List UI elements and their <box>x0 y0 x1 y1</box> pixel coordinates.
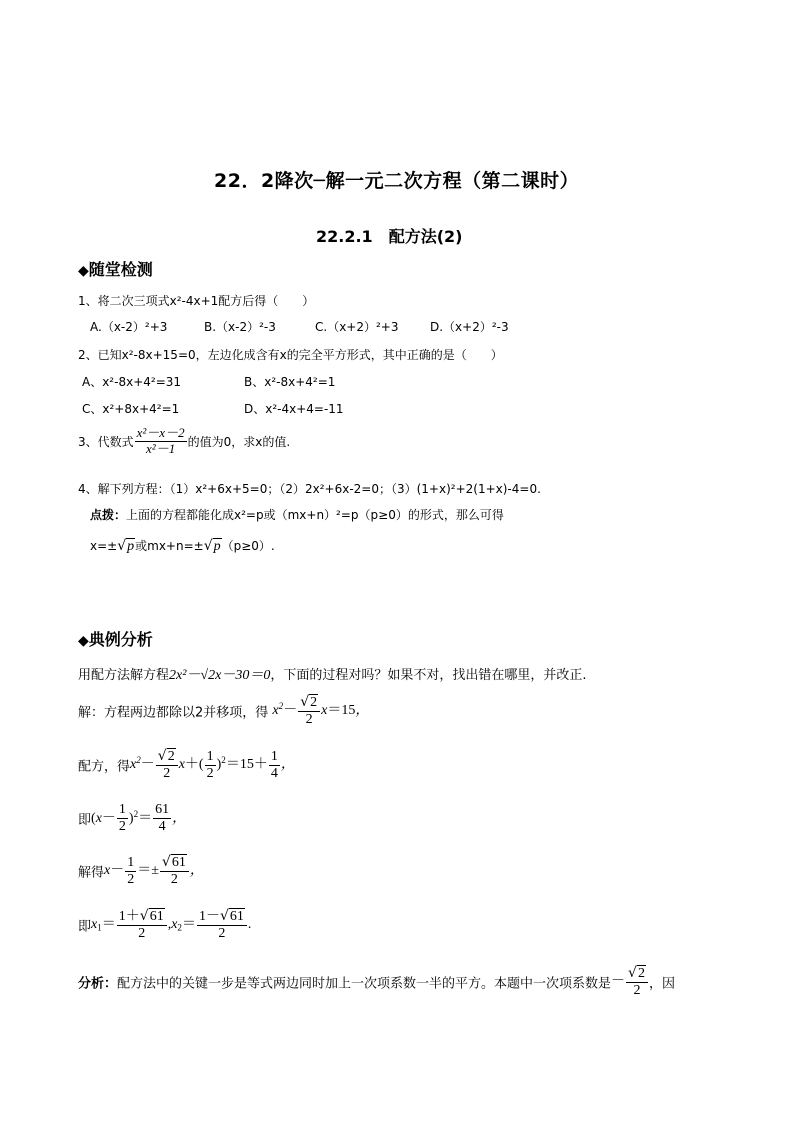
hint-result-part-b: 或mx+n=± <box>135 539 204 553</box>
step-3-text: 即 <box>78 813 92 829</box>
hint-text: 上面的方程都能化成x²=p或（mx+n）²=p（p≥0）的形式，那么可得 <box>126 508 504 522</box>
solution-step-1 <box>78 694 369 728</box>
question-1-option-d: D.（x+2）²-3 <box>430 320 509 334</box>
hint-result-part-c: （p≥0）. <box>221 539 275 553</box>
section-heading-label: 典例分析 <box>88 630 153 649</box>
step-1-math: $x^2-$ $\frac{√2}{2}$ x＝15， <box>272 694 370 728</box>
page-title: 22．2降次─解一元二次方程（第二课时） <box>214 170 580 192</box>
question-2-option-c: C、x²+8x+4²=1 <box>82 402 180 416</box>
analysis-label: 分析： <box>78 976 118 992</box>
question-4-hint <box>90 506 504 523</box>
solution-step-2 <box>78 748 295 782</box>
question-2-text: 2、已知x²-8x+15=0，左边化成含有x的完全平方形式，其中正确的是（ ） <box>78 348 503 362</box>
step-4-math: x－ $\frac{1}{2}$ ＝± $\frac{√61}{2}$ ， <box>104 854 204 888</box>
question-3-denominator: x²－1 <box>146 440 176 456</box>
step-1-text: 解：方程两边都除以2并移项，得 <box>78 705 269 721</box>
page-subtitle: 22.2.1 配方法(2) <box>316 227 463 246</box>
solution-step-4 <box>78 854 204 888</box>
section-heading-label: 随堂检测 <box>88 260 153 279</box>
question-3-suffix: 的值为0，求x的值. <box>187 434 291 449</box>
diamond-bullet-icon: ◆ <box>78 263 89 279</box>
radicand-p-2: p <box>213 539 221 554</box>
sqrt-p-expression-2 <box>204 538 222 555</box>
solution-step-5 <box>78 908 251 942</box>
step-2-math: $x^2-$ $\frac{√2}{2}$ x＋( $\frac{1}{2}$ )$^2$＝15＋ $\frac{1}{4}$ ， <box>130 748 295 782</box>
sqrt-p-expression-1 <box>117 538 135 555</box>
question-3-fraction <box>135 426 187 457</box>
step-3-math: (x－ $\frac{1}{2}$ )$^2$＝ $\frac{61}{4}$ ， <box>91 802 187 835</box>
section-heading-practice <box>78 257 153 280</box>
analysis-math: － $\frac{√2}{2}$ <box>611 974 649 989</box>
analysis-text: 配方法中的关键一步是等式两边同时加上一次项系数一半的平方。本题中一次项系数是 <box>117 976 612 992</box>
question-2-option-a: A、x²-8x+4²=31 <box>82 375 182 389</box>
example-intro-part-a: 用配方法解方程 <box>78 668 170 683</box>
step-2-text: 配方，得 <box>78 759 131 775</box>
question-4-text: 4、解下列方程：（1）x²+6x+5=0；（2）2x²+6x-2=0；（3）(1+x)²+2(1+x)-4=0. <box>78 482 541 496</box>
step-5-text: 即 <box>78 919 92 935</box>
question-3-numerator: x²－x－2 <box>136 425 185 440</box>
step-4-text: 解得 <box>78 865 105 881</box>
analysis-paragraph <box>78 965 675 999</box>
hint-result-part-a: x=± <box>90 539 118 553</box>
analysis-tail: ，因 <box>648 976 675 992</box>
radical-sign-icon: √ <box>117 538 127 554</box>
radicand-p-1: p <box>127 539 135 554</box>
example-intro-part-b: ，下面的过程对吗？如果不对，找出错在哪里，并改正. <box>270 668 587 683</box>
section-heading-examples <box>78 627 153 650</box>
radical-sign-icon: √ <box>203 538 213 554</box>
question-1 <box>78 292 314 309</box>
question-1-text: 1、将二次三项式x²-4x+1配方后得（ ） <box>78 294 315 308</box>
question-1-option-c: C.（x+2）²+3 <box>315 320 399 334</box>
diamond-bullet-icon: ◆ <box>78 633 89 649</box>
question-3-prefix: 3、代数式 <box>78 434 134 449</box>
example-equation: 2x²－√2x－30＝0 <box>169 668 271 683</box>
question-2-option-d: D、x²-4x+4=-11 <box>244 402 344 416</box>
question-4-hint-result <box>90 537 275 555</box>
hint-label: 点拨： <box>90 508 127 522</box>
step-5-math: $x_1=$ $\frac{1+√61}{2}$ $,x_2=$ $\frac{1-√61}{2}$ . <box>91 908 252 942</box>
solution-step-3 <box>78 802 186 835</box>
question-2-option-b: B、x²-8x+4²=1 <box>244 375 336 389</box>
question-1-option-b: B.（x-2）²-3 <box>204 320 276 334</box>
question-1-option-a: A.（x-2）²+3 <box>90 320 168 334</box>
example-intro <box>78 664 586 684</box>
question-3 <box>78 426 290 457</box>
